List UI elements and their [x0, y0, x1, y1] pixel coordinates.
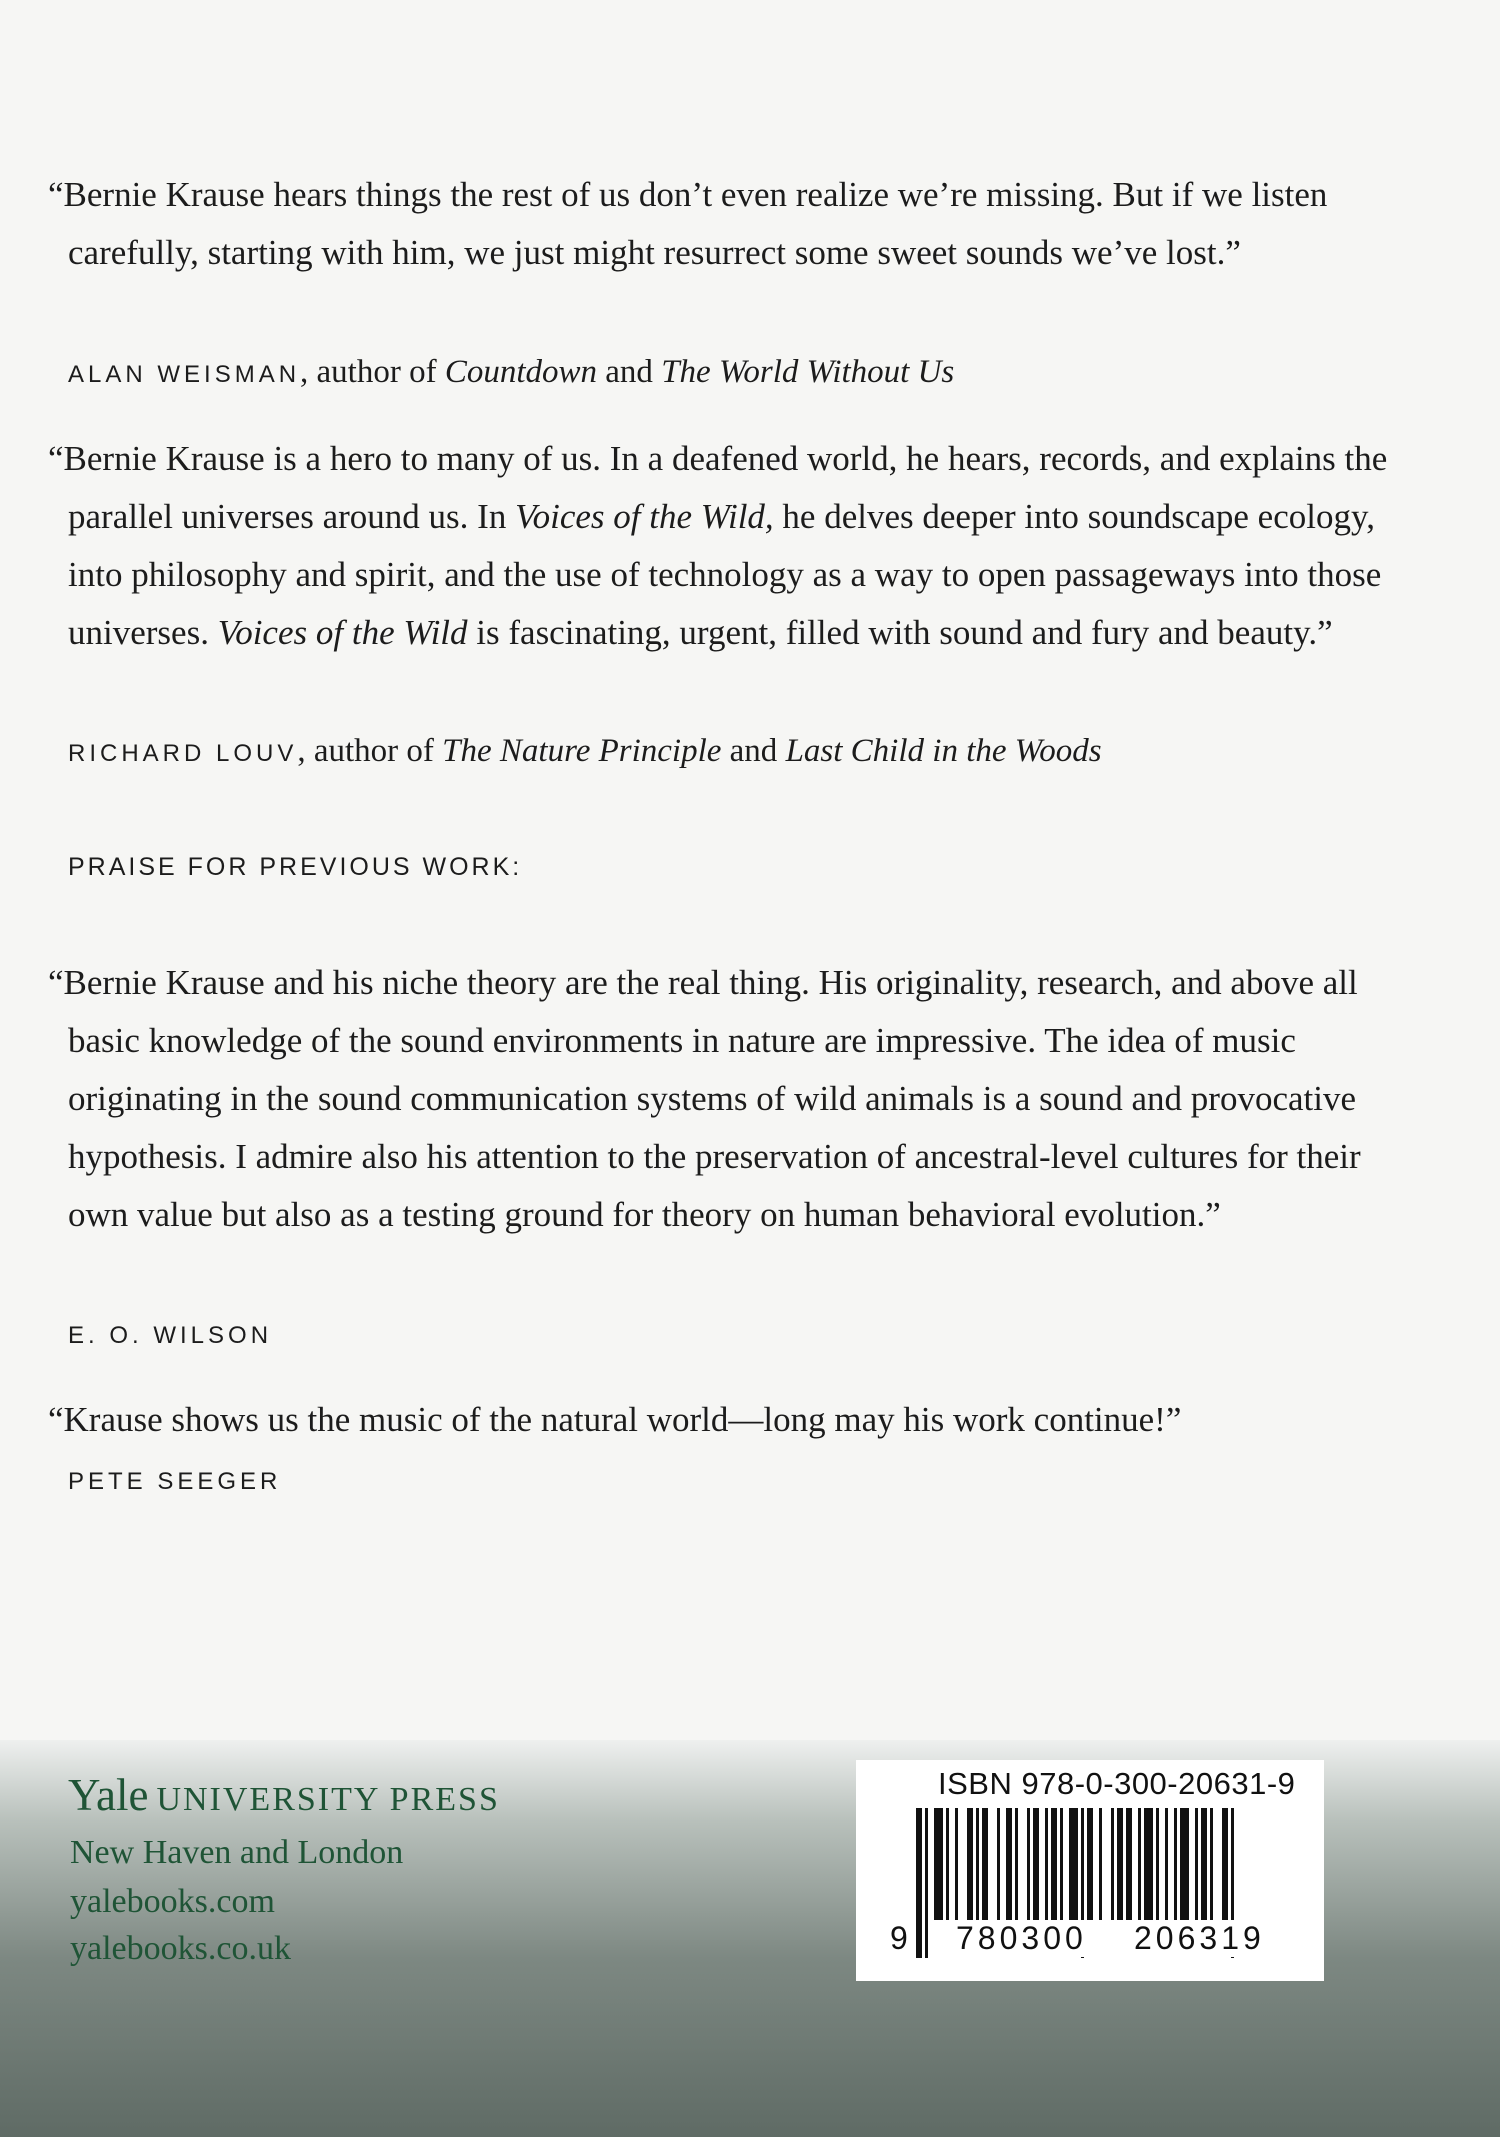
- quote-text: is fascinating, urgent, filled with sound and fury and beauty.”: [467, 613, 1333, 652]
- barcode-bar: [1201, 1808, 1207, 1920]
- barcode-bar: [967, 1808, 973, 1920]
- isbn-number: ISBN 978-0-300-20631-9: [938, 1766, 1296, 1801]
- attribution-prefix: , author of: [297, 733, 443, 769]
- quote-richard-louv: [48, 430, 1398, 662]
- barcode-bar: [1126, 1808, 1132, 1920]
- attribution-name: RICHARD LOUV: [68, 740, 298, 767]
- quote-text: “Krause shows us the music of the natural world—long may his work continue!”: [48, 1400, 1182, 1439]
- barcode-bar: [1069, 1808, 1078, 1920]
- barcode-digits-group-1: 780300: [956, 1920, 1087, 1956]
- barcode-bar: [1027, 1808, 1030, 1920]
- barcode-bar: [1156, 1808, 1159, 1920]
- barcode-bar: [1087, 1808, 1093, 1920]
- quote-text: he delves deeper into soundscape ecology, into philosophy and spirit, and the use of technology as a way to open passageways into those universes.: [68, 497, 1382, 652]
- isbn-barcode-label: [856, 1760, 1324, 1981]
- attribution-conjunction: and: [597, 354, 662, 390]
- attribution-richard-louv: [68, 729, 1102, 776]
- barcode-bar: [1210, 1808, 1213, 1920]
- barcode-bar: [1111, 1808, 1114, 1920]
- barcode-bar: [1099, 1808, 1102, 1920]
- publisher-yale: Yale: [68, 1770, 149, 1820]
- attribution-conjunction: and: [721, 733, 786, 769]
- barcode-bar: [1033, 1808, 1039, 1920]
- attribution-alan-weisman: [68, 350, 954, 397]
- quote-eo-wilson: [48, 954, 1398, 1244]
- book-title: The World Without Us: [661, 354, 955, 390]
- book-title: Countdown: [444, 354, 598, 390]
- barcode-bar: [1045, 1808, 1048, 1920]
- publisher-website-us: yalebooks.com: [70, 1883, 275, 1920]
- barcode-bar: [1174, 1808, 1177, 1920]
- book-title: The Nature Principle: [442, 733, 722, 769]
- barcode-bar: [1117, 1808, 1123, 1920]
- quote-text: “Bernie Krause is a hero to many of us. In a deafened world, he hears, records, and explains the parallel universes around us. In: [48, 439, 1388, 536]
- quote-text: “Bernie Krause and his niche theory are the real thing. His originality, research, and above all basic knowledge of the sound environments in nature are impressive. The idea of music originating in the sound communication systems of wild animals is a sound and provocative hypothesis. I admire also his attention to the preservation of ancestral-level cultures for their own value but also as a testing ground for theory on human behavioral evolution.”: [48, 963, 1361, 1234]
- barcode-bar: [997, 1808, 1000, 1920]
- quote-text: “Bernie Krause hears things the rest of us don’t even realize we’re missing. But if we listen carefully, starting with him, we just might resurrect some sweet sounds we’ve lost.”: [48, 175, 1328, 272]
- barcode-bar: [946, 1808, 949, 1920]
- barcode-bar: [1051, 1808, 1057, 1920]
- publisher-website-uk: yalebooks.co.uk: [70, 1930, 291, 1967]
- publisher-university-press: UNIVERSITY PRESS: [156, 1781, 500, 1818]
- barcode-bar: [1144, 1808, 1153, 1920]
- barcode-bar: [1060, 1808, 1063, 1920]
- barcode-bar: [1195, 1808, 1198, 1920]
- publisher-location: New Haven and London: [70, 1834, 404, 1871]
- barcode-bar: [1180, 1808, 1189, 1920]
- barcode-digits-group-2: 206319: [1134, 1920, 1265, 1956]
- book-title: Voices of the Wild,: [515, 497, 774, 536]
- book-title: Voices of the Wild: [217, 613, 468, 652]
- publisher-logo: [68, 1769, 500, 1821]
- barcode-bar: [976, 1808, 979, 1920]
- attribution-eo-wilson: E. O. WILSON: [68, 1322, 273, 1349]
- barcode-bar: [1015, 1808, 1018, 1920]
- barcode-bar: [925, 1808, 928, 1958]
- barcode-bar: [982, 1808, 988, 1920]
- attribution-prefix: , author of: [300, 354, 445, 390]
- barcode-bar: [1165, 1808, 1168, 1920]
- quote-alan-weisman: [48, 166, 1398, 282]
- barcode-bar: [916, 1808, 922, 1958]
- barcode-bar: [1138, 1808, 1141, 1920]
- section-heading-previous-work: PRAISE FOR PREVIOUS WORK:: [68, 853, 523, 881]
- attribution-name: ALAN WEISMAN: [68, 361, 301, 388]
- barcode-bar: [934, 1808, 943, 1920]
- barcode-bar: [955, 1808, 958, 1920]
- barcode-bar: [1006, 1808, 1012, 1920]
- barcode-lead-digit: 9: [890, 1920, 912, 1956]
- book-title: Last Child in the Woods: [785, 733, 1102, 769]
- attribution-pete-seeger: PETE SEEGER: [68, 1468, 282, 1495]
- barcode-bar: [1222, 1808, 1228, 1920]
- quote-pete-seeger: [48, 1391, 1398, 1449]
